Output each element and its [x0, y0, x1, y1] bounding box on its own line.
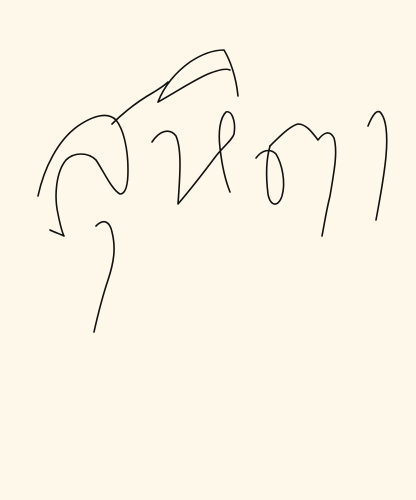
stroke-1 — [38, 115, 128, 236]
stroke-5 — [158, 69, 230, 102]
stroke-2 — [94, 222, 114, 332]
stroke-9 — [368, 112, 387, 220]
stroke-7 — [256, 146, 284, 204]
stroke-8 — [270, 124, 336, 236]
stroke-6 — [152, 112, 235, 204]
stroke-3 — [112, 82, 168, 124]
